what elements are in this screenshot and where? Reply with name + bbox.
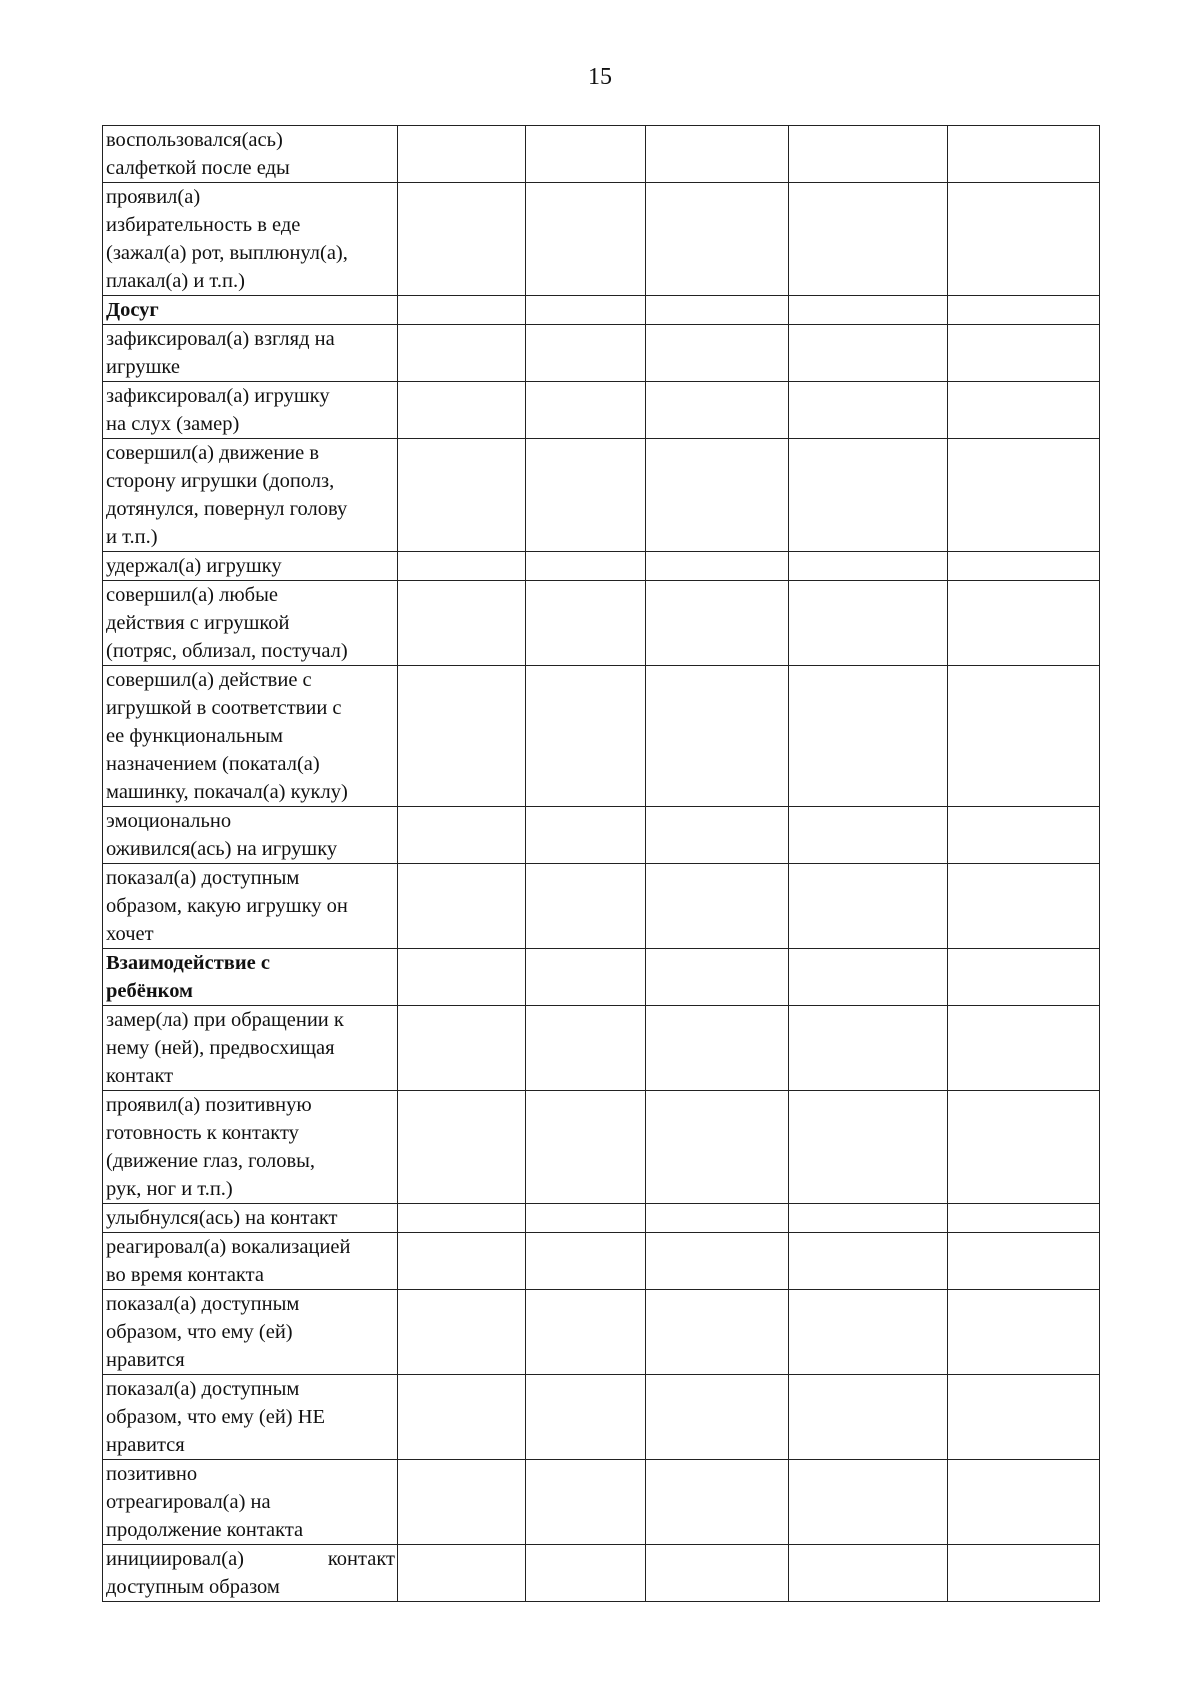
empty-cell	[526, 1545, 646, 1602]
item-line: совершил(а) действие с	[106, 669, 312, 691]
item-line: совершил(а) движение в	[106, 442, 320, 464]
item-line: на слух (замер)	[106, 413, 240, 435]
item-line: оживился(ась) на игрушку	[106, 838, 338, 860]
empty-cell	[789, 864, 948, 949]
empty-cell	[398, 1375, 526, 1460]
item-line: машинку, покачал(а) куклу)	[106, 781, 348, 803]
empty-cell	[646, 126, 789, 183]
empty-cell	[646, 552, 789, 581]
table-row	[103, 1545, 1100, 1602]
table-row	[103, 666, 1100, 807]
empty-cell	[789, 1375, 948, 1460]
table-row	[103, 382, 1100, 439]
empty-cell	[526, 1006, 646, 1091]
empty-cell	[398, 183, 526, 296]
empty-cell	[398, 807, 526, 864]
item-line: ребёнком	[106, 980, 194, 1002]
section-heading-cell	[103, 296, 398, 325]
item-line: и т.п.)	[106, 526, 158, 548]
item-line: эмоционально	[106, 810, 232, 832]
empty-cell	[526, 1091, 646, 1204]
item-cell	[103, 1460, 398, 1545]
table-row	[103, 1204, 1100, 1233]
empty-cell	[948, 1233, 1100, 1290]
item-line: назначением (покатал(а)	[106, 753, 320, 775]
table-row	[103, 807, 1100, 864]
item-line: готовность к контакту	[106, 1122, 299, 1144]
item-cell	[103, 666, 398, 807]
empty-cell	[948, 325, 1100, 382]
item-line: улыбнулся(ась) на контакт	[106, 1207, 338, 1229]
empty-cell	[646, 1006, 789, 1091]
empty-cell	[948, 1375, 1100, 1460]
item-line: отреагировал(а) на	[106, 1491, 271, 1513]
empty-cell	[948, 666, 1100, 807]
item-line: доступным образом	[106, 1576, 280, 1598]
empty-cell	[948, 296, 1100, 325]
empty-cell	[789, 1233, 948, 1290]
item-line: салфеткой после еды	[106, 157, 290, 179]
item-line: рук, ног и т.п.)	[106, 1178, 233, 1200]
empty-cell	[646, 382, 789, 439]
empty-cell	[646, 666, 789, 807]
item-cell	[103, 581, 398, 666]
item-line: показал(а) доступным	[106, 867, 300, 889]
empty-cell	[948, 864, 1100, 949]
section-row	[103, 296, 1100, 325]
item-line: контакт	[106, 1065, 174, 1087]
empty-cell	[526, 325, 646, 382]
table-row	[103, 126, 1100, 183]
empty-cell	[526, 183, 646, 296]
empty-cell	[948, 949, 1100, 1006]
item-cell	[103, 1204, 398, 1233]
item-cell	[103, 1091, 398, 1204]
empty-cell	[948, 807, 1100, 864]
empty-cell	[398, 296, 526, 325]
empty-cell	[646, 1204, 789, 1233]
item-line: хочет	[106, 923, 154, 945]
table-row	[103, 1233, 1100, 1290]
item-line: замер(ла) при обращении к	[106, 1009, 344, 1031]
item-line: воспользовался(ась)	[106, 129, 283, 151]
empty-cell	[526, 1204, 646, 1233]
item-cell	[103, 126, 398, 183]
table-row	[103, 439, 1100, 552]
item-line: действия с игрушкой	[106, 612, 290, 634]
empty-cell	[789, 949, 948, 1006]
empty-cell	[526, 949, 646, 1006]
item-line: образом, что ему (ей)	[106, 1321, 293, 1343]
empty-cell	[789, 183, 948, 296]
empty-cell	[398, 949, 526, 1006]
empty-cell	[789, 1091, 948, 1204]
empty-cell	[789, 807, 948, 864]
empty-cell	[398, 439, 526, 552]
item-cell	[103, 439, 398, 552]
empty-cell	[646, 1290, 789, 1375]
item-line: Досуг	[106, 299, 159, 321]
item-line: совершил(а) любые	[106, 584, 278, 606]
item-line: (потряс, облизал, постучал)	[106, 640, 348, 662]
empty-cell	[948, 1006, 1100, 1091]
empty-cell	[789, 666, 948, 807]
section-heading-cell	[103, 949, 398, 1006]
table-row	[103, 581, 1100, 666]
empty-cell	[398, 126, 526, 183]
empty-cell	[526, 296, 646, 325]
item-line: образом, какую игрушку он	[106, 895, 348, 917]
empty-cell	[948, 1290, 1100, 1375]
table-row	[103, 1460, 1100, 1545]
empty-cell	[646, 864, 789, 949]
item-line: реагировал(а) вокализацией	[106, 1236, 351, 1258]
empty-cell	[789, 1290, 948, 1375]
empty-cell	[398, 1545, 526, 1602]
empty-cell	[948, 439, 1100, 552]
empty-cell	[526, 807, 646, 864]
assessment-table-body	[103, 126, 1100, 1602]
empty-cell	[789, 1545, 948, 1602]
empty-cell	[948, 382, 1100, 439]
empty-cell	[646, 1545, 789, 1602]
empty-cell	[398, 1091, 526, 1204]
empty-cell	[948, 581, 1100, 666]
empty-cell	[526, 382, 646, 439]
empty-cell	[646, 183, 789, 296]
empty-cell	[948, 183, 1100, 296]
empty-cell	[398, 382, 526, 439]
empty-cell	[646, 581, 789, 666]
item-line	[106, 1545, 395, 1573]
item-line: проявил(а) позитивную	[106, 1094, 312, 1116]
empty-cell	[646, 1091, 789, 1204]
empty-cell	[526, 439, 646, 552]
empty-cell	[948, 1091, 1100, 1204]
item-line: показал(а) доступным	[106, 1378, 300, 1400]
empty-cell	[789, 1460, 948, 1545]
item-line: нравится	[106, 1349, 185, 1371]
item-line: нравится	[106, 1434, 185, 1456]
empty-cell	[948, 1545, 1100, 1602]
item-cell	[103, 552, 398, 581]
empty-cell	[526, 126, 646, 183]
item-line: удержал(а) игрушку	[106, 555, 282, 577]
item-line: плакал(а) и т.п.)	[106, 270, 245, 292]
item-line: (движение глаз, головы,	[106, 1150, 316, 1172]
empty-cell	[646, 296, 789, 325]
table-row	[103, 864, 1100, 949]
empty-cell	[398, 1290, 526, 1375]
empty-cell	[398, 666, 526, 807]
empty-cell	[646, 439, 789, 552]
empty-cell	[526, 1460, 646, 1545]
empty-cell	[789, 552, 948, 581]
empty-cell	[526, 666, 646, 807]
empty-cell	[948, 126, 1100, 183]
empty-cell	[646, 1375, 789, 1460]
item-cell	[103, 1233, 398, 1290]
empty-cell	[789, 1204, 948, 1233]
empty-cell	[789, 296, 948, 325]
empty-cell	[948, 1460, 1100, 1545]
item-line: позитивно	[106, 1463, 198, 1485]
item-line: Взаимодействие с	[106, 952, 270, 974]
empty-cell	[646, 1460, 789, 1545]
item-line: сторону игрушки (дополз,	[106, 470, 335, 492]
empty-cell	[398, 552, 526, 581]
item-line: (зажал(а) рот, выплюнул(а),	[106, 242, 348, 264]
item-cell	[103, 1545, 398, 1602]
empty-cell	[398, 1233, 526, 1290]
empty-cell	[646, 807, 789, 864]
empty-cell	[789, 1006, 948, 1091]
empty-cell	[789, 382, 948, 439]
empty-cell	[398, 325, 526, 382]
empty-cell	[526, 864, 646, 949]
empty-cell	[646, 325, 789, 382]
empty-cell	[526, 581, 646, 666]
item-cell	[103, 807, 398, 864]
item-line: игрушке	[106, 356, 180, 378]
item-line: продолжение контакта	[106, 1519, 304, 1541]
item-cell	[103, 1290, 398, 1375]
item-cell	[103, 183, 398, 296]
empty-cell	[526, 552, 646, 581]
empty-cell	[398, 1460, 526, 1545]
item-line: избирательность в еде	[106, 214, 301, 236]
item-line-left: инициировал(а)	[106, 1548, 244, 1570]
empty-cell	[789, 325, 948, 382]
item-line: образом, что ему (ей) НЕ	[106, 1406, 326, 1428]
empty-cell	[948, 1204, 1100, 1233]
section-row	[103, 949, 1100, 1006]
item-cell	[103, 864, 398, 949]
empty-cell	[646, 949, 789, 1006]
item-line: игрушкой в соответствии с	[106, 697, 342, 719]
item-line: зафиксировал(а) игрушку	[106, 385, 330, 407]
item-line: ее функциональным	[106, 725, 284, 747]
empty-cell	[526, 1290, 646, 1375]
item-line: зафиксировал(а) взгляд на	[106, 328, 335, 350]
empty-cell	[789, 581, 948, 666]
item-line: во время контакта	[106, 1264, 264, 1286]
empty-cell	[526, 1375, 646, 1460]
item-line: нему (ней), предвосхищая	[106, 1037, 335, 1059]
empty-cell	[646, 1233, 789, 1290]
empty-cell	[398, 864, 526, 949]
empty-cell	[789, 439, 948, 552]
table-row	[103, 1006, 1100, 1091]
item-line: показал(а) доступным	[106, 1293, 300, 1315]
item-line: проявил(а)	[106, 186, 201, 208]
table-row	[103, 1091, 1100, 1204]
item-line-right: контакт	[327, 1548, 395, 1570]
empty-cell	[398, 1204, 526, 1233]
table-row	[103, 1290, 1100, 1375]
item-line: дотянулся, повернул голову	[106, 498, 348, 520]
item-cell	[103, 1006, 398, 1091]
table-row	[103, 183, 1100, 296]
assessment-table	[102, 125, 1100, 1602]
empty-cell	[789, 126, 948, 183]
empty-cell	[398, 581, 526, 666]
empty-cell	[398, 1006, 526, 1091]
item-cell	[103, 1375, 398, 1460]
table-row	[103, 1375, 1100, 1460]
table-row	[103, 325, 1100, 382]
item-cell	[103, 382, 398, 439]
item-cell	[103, 325, 398, 382]
table-row	[103, 552, 1100, 581]
empty-cell	[948, 552, 1100, 581]
empty-cell	[526, 1233, 646, 1290]
page-number: 15	[588, 64, 612, 90]
